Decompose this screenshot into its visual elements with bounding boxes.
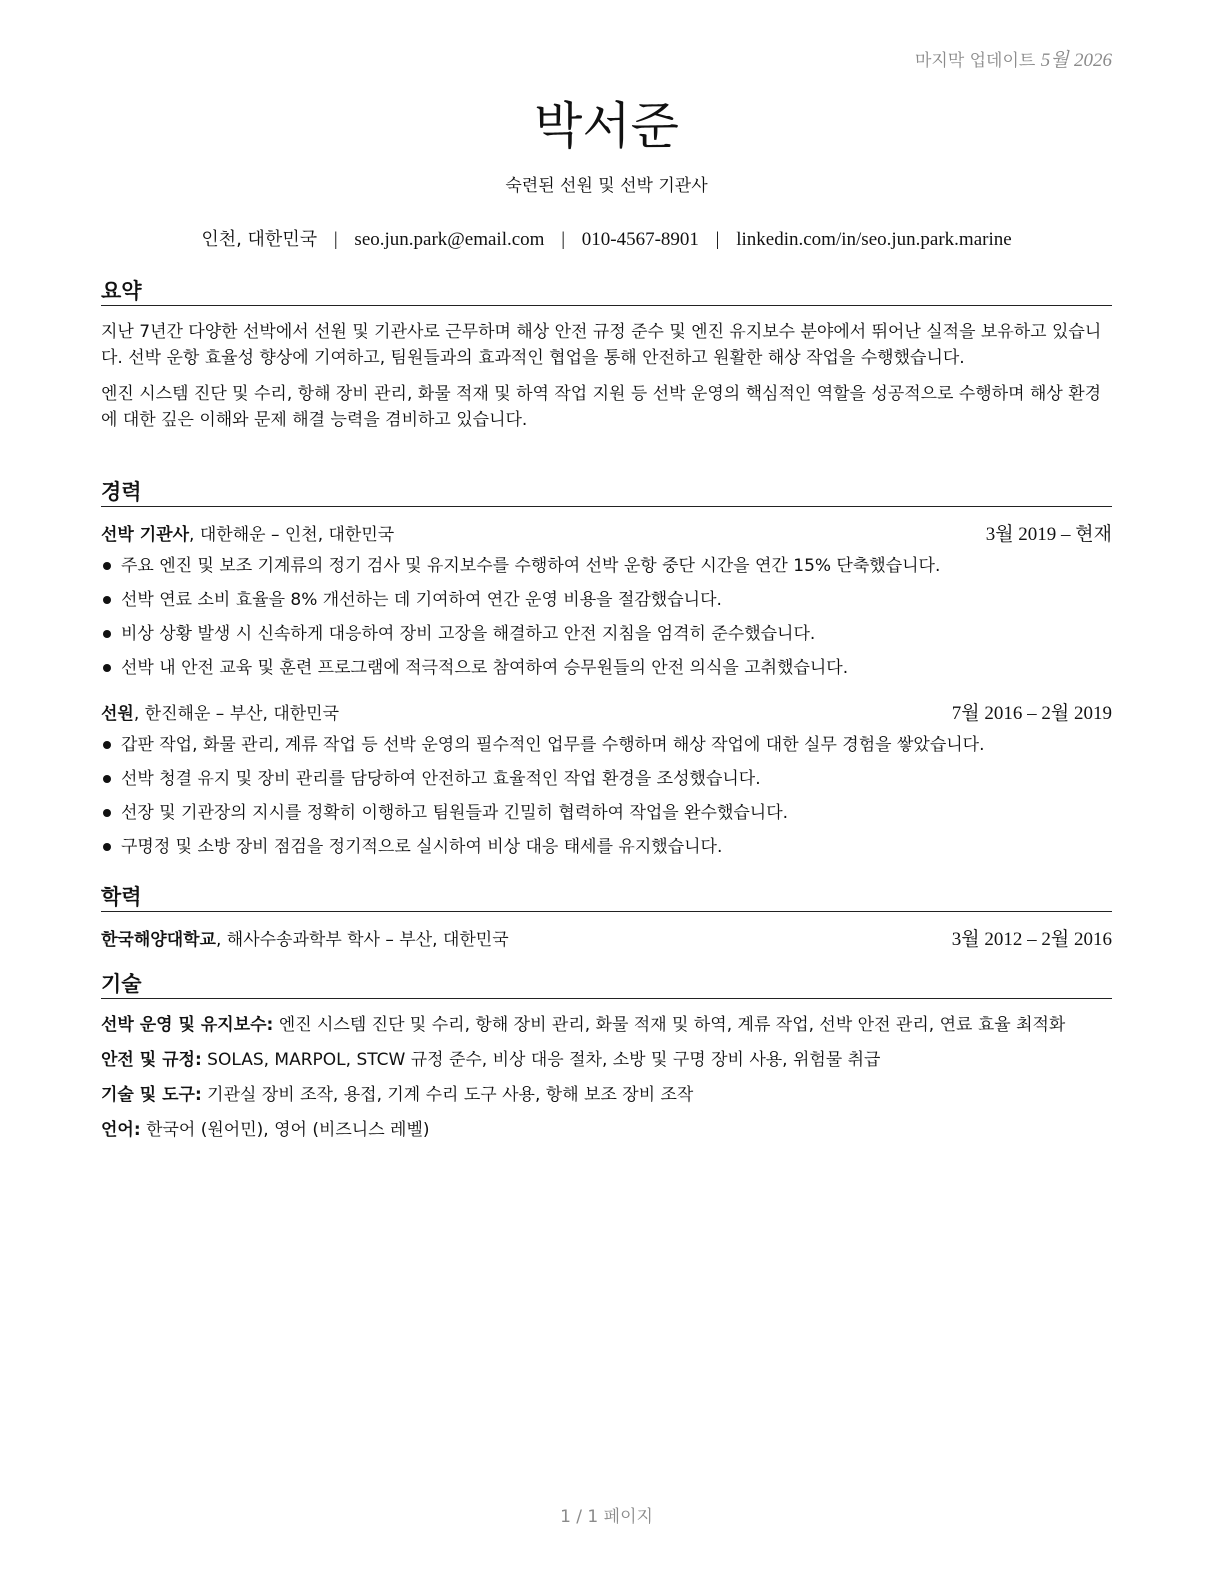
contact-separator: |	[333, 229, 338, 250]
contact-phone[interactable]: 010-4567-8901	[581, 229, 699, 250]
job-bullet: 선박 청결 유지 및 장비 관리를 담당하여 안전하고 효율적인 작업 환경을 조성했습니다.	[101, 762, 1112, 796]
contact-linkedin[interactable]: linkedin.com/in/seo.jun.park.marine	[736, 229, 1012, 250]
contact-location: 인천, 대한민국	[201, 229, 318, 250]
job-entry	[101, 701, 1112, 864]
skill-label: 언어:	[101, 1120, 141, 1140]
job-entry	[101, 522, 1112, 685]
page-indicator: 1 / 1 페이지	[560, 1507, 653, 1527]
education-section	[101, 884, 1112, 953]
job-bullet: 선장 및 기관장의 지시를 정확히 이행하고 팀원들과 긴밀히 협력하여 작업을 완수했습니다.	[101, 796, 1112, 830]
job-dates: 7월 2016 – 2월 2019	[951, 703, 1112, 724]
contact-line	[101, 225, 1112, 251]
bullet-dot	[103, 664, 111, 672]
job-role: 선박 기관사	[101, 525, 190, 545]
last-updated-year: 2026	[1074, 50, 1112, 71]
skills-list	[101, 1012, 1112, 1143]
education-entry	[101, 927, 1112, 953]
last-updated	[915, 45, 1112, 72]
job-company: 한진해운	[144, 704, 211, 724]
job-bullet: 선박 내 안전 교육 및 훈련 프로그램에 적극적으로 참여하여 승무원들의 안전 의식을 고취했습니다.	[101, 651, 1112, 685]
bullet-dot	[103, 843, 111, 851]
job-dash: –	[210, 704, 230, 724]
skills-section	[101, 971, 1112, 1152]
education-dates: 3월 2012 – 2월 2016	[951, 929, 1112, 950]
skill-label: 안전 및 규정:	[101, 1050, 202, 1070]
last-updated-label: 마지막 업데이트	[914, 51, 1036, 71]
candidate-name: 박서준	[534, 97, 679, 155]
skill-label: 선박 운영 및 유지보수:	[101, 1015, 274, 1035]
job-comma: ,	[133, 704, 145, 724]
last-updated-month: 5월	[1040, 50, 1069, 71]
job-company: 대한해운	[199, 525, 266, 545]
job-dates: 3월 2019 – 현재	[985, 524, 1112, 545]
job-bullet: 구명정 및 소방 장비 점검을 정기적으로 실시하여 비상 대응 태세를 유지했습니다.	[101, 830, 1112, 864]
skill-row	[101, 1117, 1112, 1143]
job-role: 선원	[101, 704, 134, 724]
resume-page	[101, 0, 1112, 1584]
job-bullets	[101, 728, 1112, 864]
skill-row	[101, 1082, 1112, 1108]
section-title-skills: 기술	[101, 971, 1112, 999]
job-bullet: 갑판 작업, 화물 관리, 계류 작업 등 선박 운영의 필수적인 업무를 수행하며 해상 작업에 대한 실무 경험을 쌓았습니다.	[101, 728, 1112, 762]
education-location: 부산, 대한민국	[399, 930, 509, 950]
skill-label: 기술 및 도구:	[101, 1085, 202, 1105]
job-header	[101, 522, 1112, 548]
education-comma: ,	[215, 930, 227, 950]
section-title-education: 학력	[101, 884, 1112, 912]
job-header	[101, 701, 1112, 727]
bullet-dot	[103, 596, 111, 604]
bullet-dot	[103, 741, 111, 749]
summary-paragraph: 엔진 시스템 진단 및 수리, 항해 장비 관리, 화물 적재 및 하역 작업 지원 등 선박 운영의 핵심적인 역할을 성공적으로 수행하며 해상 환경에 대한 깊은 이해와 문제 해결 능력을 겸비하고 있습니다.	[101, 384, 1102, 430]
contact-email[interactable]: seo.jun.park@email.com	[354, 229, 545, 250]
bullet-dot	[103, 775, 111, 783]
skill-row	[101, 1012, 1112, 1038]
contact-separator: |	[561, 229, 566, 250]
job-dash: –	[265, 525, 285, 545]
skill-value: 기관실 장비 조작, 용접, 기계 수리 도구 사용, 항해 보조 장비 조작	[207, 1085, 694, 1105]
education-dash: –	[379, 930, 400, 950]
job-location: 부산, 대한민국	[229, 704, 340, 724]
education-degree: 해사수송과학부 학사	[226, 930, 380, 950]
summary-section	[101, 278, 1112, 433]
bullet-dot	[103, 562, 111, 570]
bullet-dot	[103, 809, 111, 817]
job-bullet: 비상 상황 발생 시 신속하게 대응하여 장비 고장을 해결하고 안전 지침을 엄격히 준수했습니다.	[101, 617, 1112, 651]
job-bullet: 선박 연료 소비 효율을 8% 개선하는 데 기여하여 연간 운영 비용을 절감했습니다.	[101, 583, 1112, 617]
section-title-summary: 요약	[101, 278, 1112, 306]
experience-section	[101, 479, 1112, 864]
skill-value: SOLAS, MARPOL, STCW 규정 준수, 비상 대응 절차, 소방 및 구명 장비 사용, 위험물 취급	[207, 1050, 881, 1070]
section-title-experience: 경력	[101, 479, 1112, 507]
summary-paragraph: 지난 7년간 다양한 선박에서 선원 및 기관사로 근무하며 해상 안전 규정 준수 및 엔진 유지보수 분야에서 뛰어난 실적을 보유하고 있습니다. 선박 운항 효율성 향상에 기여하고, 팀원들과의 효과적인 협업을 통해 안전하고 원활한 해상 작업을 수행했습니다.	[101, 322, 1102, 368]
skill-value: 엔진 시스템 진단 및 수리, 항해 장비 관리, 화물 적재 및 하역, 계류 작업, 선박 안전 관리, 연료 효율 최적화	[278, 1015, 1066, 1035]
job-comma: ,	[189, 525, 200, 545]
candidate-subtitle: 숙련된 선원 및 선박 기관사	[505, 176, 708, 196]
education-school: 한국해양대학교	[101, 930, 216, 950]
job-location: 인천, 대한민국	[284, 525, 395, 545]
bullet-dot	[103, 630, 111, 638]
contact-separator: |	[715, 229, 720, 250]
skill-value: 한국어 (원어민), 영어 (비즈니스 레벨)	[146, 1120, 430, 1140]
skill-row	[101, 1047, 1112, 1073]
job-bullet: 주요 엔진 및 보조 기계류의 정기 검사 및 유지보수를 수행하여 선박 운항 중단 시간을 연간 15% 단축했습니다.	[101, 549, 1112, 583]
job-bullets	[101, 549, 1112, 685]
